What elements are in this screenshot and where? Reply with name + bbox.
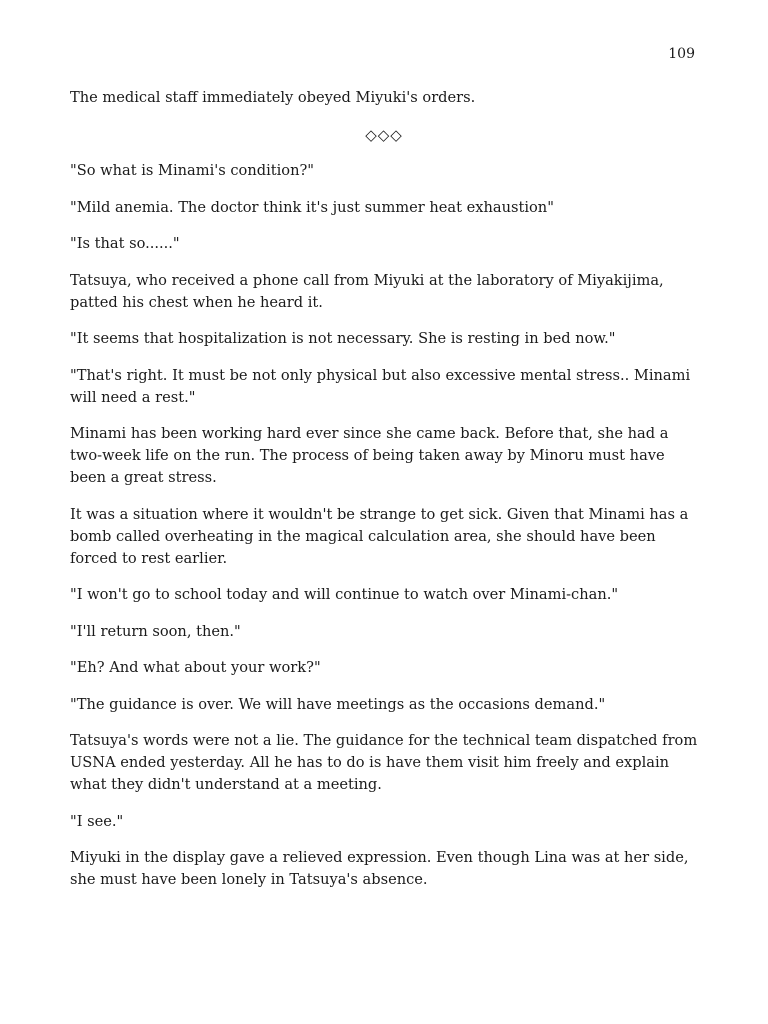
paragraph: "It seems that hospitalization is not necessary. She is resting in bed now."	[70, 330, 616, 347]
paragraph: "The guidance is over. We will have meetings as the occasions demand."	[70, 695, 606, 713]
paragraph: Tatsuya's words were not a lie. The guidance for the technical team dispatched from USNA ended yesterday. All he has to do is have them visit him freely and explain what they didn't understand at a meeting.	[70, 732, 698, 793]
paragraph: "I won't go to school today and will continue to watch over Minami-chan."	[70, 586, 619, 603]
paragraph: "Mild anemia. The doctor think it's just summer heat exhaustion"	[70, 198, 554, 216]
paragraph: "I see."	[70, 812, 124, 830]
paragraph: The medical staff immediately obeyed Miyuki's orders.	[70, 89, 476, 106]
page-body	[70, 87, 698, 906]
paragraph: Miyuki in the display gave a relieved expression. Even though Lina was at her side, she must have been lonely in Tatsuya's absence.	[70, 849, 689, 888]
paragraph: Tatsuya, who received a phone call from Miyuki at the laboratory of Miyakijima, patted his chest when he heard it.	[70, 271, 664, 311]
paragraph: It was a situation where it wouldn't be strange to get sick. Given that Minami has a bomb called overheating in the magical calculation area, she should have been forced to rest earlier.	[70, 505, 689, 567]
paragraph: "Eh? And what about your work?"	[70, 659, 321, 676]
paragraph: Minami has been working hard ever since she came back. Before that, she had a two-week life on the run. The process of being taken away by Minoru must have been a great stress.	[70, 425, 669, 486]
scene-separator: ◇◇◇	[365, 125, 403, 144]
paragraph: "I'll return soon, then."	[70, 622, 241, 640]
paragraph: "So what is Minami's condition?"	[70, 162, 315, 179]
page-number: 109	[668, 46, 695, 62]
paragraph: "Is that so......"	[70, 235, 180, 252]
paragraph: "That's right. It must be not only physical but also excessive mental stress.. Minami will need a rest."	[70, 366, 691, 406]
